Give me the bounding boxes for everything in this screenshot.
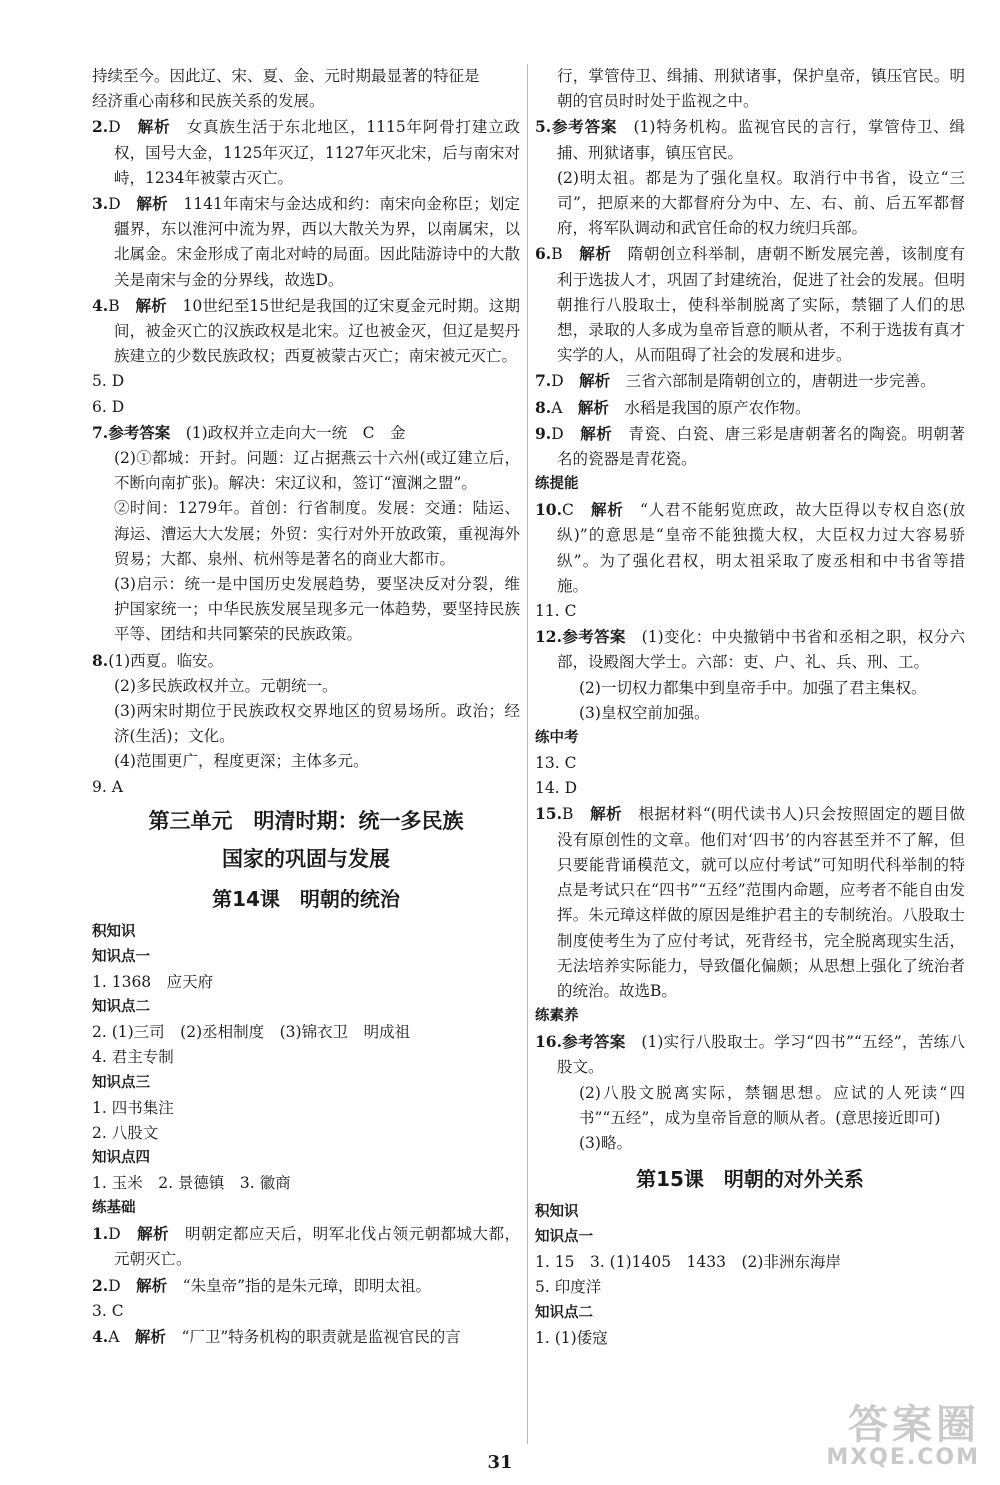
knowledge-point-3: 知识点三 bbox=[92, 1074, 150, 1091]
answer-9: 9. A bbox=[92, 777, 123, 796]
basic-answer-4: 4.A 解析 “厂卫”特务机构的职责就是监视官民的言 bbox=[92, 1326, 461, 1346]
lesson15-kp2-answer: 1. (1)倭寇 bbox=[535, 1328, 608, 1347]
answer-7-part-2-1: (2)①都城：开封。问题：辽占据燕云十六州(或辽建立后，不断向南扩张)。解决：宋辽议和，签订“澶渊之盟”。 bbox=[114, 449, 520, 493]
intro-line-2: 经济重心南移和民族关系的发展。 bbox=[92, 92, 325, 111]
exam-answer-13: 13. C bbox=[535, 754, 577, 773]
watermark-text: 答案圈 bbox=[848, 1402, 980, 1448]
literacy-answer-16: 16.参考答案 (1)实行八股取士。学习“四书”“五经”，苦练八股文。 bbox=[535, 1032, 965, 1077]
lesson15-kp1-answer-b: 5. 印度洋 bbox=[535, 1278, 602, 1297]
lesson15-knowledge-point-1: 知识点一 bbox=[535, 1229, 593, 1246]
lesson-14-title: 第14课 明朝的统治 bbox=[212, 886, 400, 911]
basic-answer-5-part-2: (2)明太祖。都是为了强化皇权。取消行中书省，设立“三司”，把原来的大都督府分为中、左、右、前、后五军都督府，将军队调动和武官任命的权力统归兵部。 bbox=[557, 168, 965, 238]
kp3-answer-a: 1. 四书集注 bbox=[92, 1098, 174, 1117]
right-column bbox=[535, 64, 965, 1351]
watermark-url: MXQE.COM bbox=[826, 1445, 980, 1470]
section-label-jizhishi-2: 积知识 bbox=[535, 1204, 579, 1221]
lesson-15-title: 第15课 明朝的对外关系 bbox=[636, 1167, 864, 1192]
answer-4: 4.B 解析 10世纪至15世纪是我国的辽宋夏金元时期。这期间，被金灭亡的汉族政权是北宋。辽也被金灭，但辽是契丹族建立的少数民族政权；西夏被蒙古灭亡；南宋被元灭亡。 bbox=[92, 295, 520, 366]
unit-title-line-2: 国家的巩固与发展 bbox=[222, 846, 390, 871]
section-label-liansuyang: 练素养 bbox=[535, 1008, 579, 1025]
answer-6: 6. D bbox=[92, 397, 125, 416]
basic-answer-7: 7.D 解析 三省六部制是隋朝创立的，唐朝进一步完善。 bbox=[535, 371, 936, 391]
lesson15-knowledge-point-2: 知识点二 bbox=[535, 1304, 593, 1321]
advanced-answer-12-part-2: (2)一切权力都集中到皇帝手中。加强了君主集权。 bbox=[579, 678, 927, 697]
advanced-answer-11: 11. C bbox=[535, 602, 577, 621]
knowledge-point-4: 知识点四 bbox=[92, 1149, 150, 1166]
left-column bbox=[92, 64, 520, 1350]
answer-7: 7.参考答案 (1)政权并立走向大一统 C 金 bbox=[92, 422, 406, 442]
column-divider bbox=[527, 64, 528, 1444]
basic-answer-6: 6.B 解析 隋朝创立科举制，唐朝不断发展完善，该制度有利于选拔人才，巩固了封建统治，促进了社会的发展。但明朝推行八股取士，使科举制脱离了实际，禁锢了人们的思想，录取的人多成为皇帝旨意的顺从者，不利于选拔有真才实学的人，从而阻碍了社会的发展和进步。 bbox=[535, 244, 965, 365]
answer-8-part-4: (4)范围更广，程度更深；主体多元。 bbox=[114, 752, 369, 771]
page-number: 31 bbox=[487, 1452, 513, 1473]
kp2-answer-b: 4. 君主专制 bbox=[92, 1048, 174, 1067]
section-label-liantineng: 练提能 bbox=[535, 476, 579, 493]
advanced-answer-12-part-3: (3)皇权空前加强。 bbox=[579, 703, 710, 722]
basic-answer-8: 8.A 解析 水稻是我国的原产农作物。 bbox=[535, 397, 811, 417]
watermark-logo bbox=[826, 1402, 980, 1470]
answer-4-continued: 行，掌管侍卫、缉捕、刑狱诸事，保护皇帝，镇压官民。明朝的官员时时处于监视之中。 bbox=[557, 67, 965, 111]
answer-8: 8.(1)西夏。临安。 bbox=[92, 650, 224, 670]
lesson15-kp1-answer-a: 1. 15 3. (1)1405 1433 (2)非洲东海岸 bbox=[535, 1253, 841, 1272]
basic-answer-5: 5.参考答案 (1)特务机构。监视官民的言行，掌管侍卫、缉捕、刑狱诸事，镇压官民。 bbox=[535, 117, 965, 162]
exam-answer-14: 14. D bbox=[535, 779, 578, 798]
intro-line-1: 持续至今。因此辽、宋、夏、金、元时期最显著的特征是 bbox=[92, 67, 480, 85]
basic-answer-3: 3. C bbox=[92, 1301, 124, 1320]
literacy-answer-16-part-3: (3)略。 bbox=[579, 1133, 632, 1152]
section-label-lianzhongkao: 练中考 bbox=[535, 730, 579, 747]
basic-answer-9: 9.D 解析 青瓷、白瓷、唐三彩是唐朝著名的陶瓷。明朝著名的瓷器是青花瓷。 bbox=[535, 423, 965, 469]
literacy-answer-16-part-2: (2)八股文脱离实际，禁锢思想。应试的人死读“四书”“五经”，成为皇帝旨意的顺从者。(意思接近即可) bbox=[579, 1083, 965, 1127]
kp1-answer: 1. 1368 应天府 bbox=[92, 972, 214, 991]
basic-answer-2: 2.D 解析 “朱皇帝”指的是朱元璋，即明太祖。 bbox=[92, 1275, 432, 1295]
exam-answer-15: 15.B 解析 根据材料“(明代读书人)只会按照固定的题目做没有原创性的文章。他们对‘四书’的内容甚至并不了解，但只要能背诵模范文，就可以应付考试”可知明代科举制的特点是考试只在“四书”“五经”范围内命题，应考者不能自由发挥。朱元璋这样做的原因是维护君主的专制统治。八股取士制度使考生为了应付考试，死背经书，完全脱离现实生活，无法培养实际能力，导致僵化偏颇；从思想上强化了统治者的统治。故选B。 bbox=[535, 804, 965, 1000]
section-label-lianjichu: 练基础 bbox=[92, 1200, 136, 1217]
answer-7-part-2-2: ②时间：1279年。首创：行省制度。发展：交通：陆运、海运、漕运大大发展；外贸：实行对外开放政策，重视海外贸易；大都、泉州、杭州等是著名的商业大都市。 bbox=[114, 499, 520, 568]
knowledge-point-1: 知识点一 bbox=[92, 948, 150, 965]
answer-3: 3.D 解析 1141年南宋与金达成和约：南宋向金称臣；划定疆界，东以淮河中流为界，西以大散关为界，以南属宋，以北属金。宋金形成了南北对峙的局面。因此陆游诗中的大散关是南宋与金的分界线，故选D。 bbox=[92, 194, 520, 289]
kp2-answer-a: 2. (1)三司 (2)丞相制度 (3)锦衣卫 明成祖 bbox=[92, 1023, 411, 1042]
answer-5: 5. D bbox=[92, 372, 125, 391]
kp3-answer-b: 2. 八股文 bbox=[92, 1123, 159, 1142]
basic-answer-1: 1.D 解析 明朝定都应天后，明军北伐占领元朝都城大都，元朝灭亡。 bbox=[92, 1224, 520, 1269]
advanced-answer-10: 10.C 解析 “人君不能躬览庶政，故大臣得以专权自恣(放纵)”的意思是“皇帝不能独揽大权，大臣权力过大容易骄纵”。为了强化君权，明太祖采取了废丞相和中书省等措施。 bbox=[535, 500, 965, 595]
section-label-jizhishi: 积知识 bbox=[92, 923, 136, 940]
answer-8-part-2: (2)多民族政权并立。元朝统一。 bbox=[114, 676, 338, 695]
unit-title-line-1: 第三单元 明清时期：统一多民族 bbox=[148, 808, 464, 833]
advanced-answer-12: 12.参考答案 (1)变化：中央撤销中书省和丞相之职，权分六部，设殿阁大学士。六部：吏、户、礼、兵、刑、工。 bbox=[535, 627, 965, 672]
knowledge-point-2: 知识点二 bbox=[92, 999, 150, 1016]
answer-2: 2.D 解析 女真族生活于东北地区，1115年阿骨打建立政权，国号大金，1125年灭辽，1127年灭北宋，后与南宋对峙，1234年被蒙古灭亡。 bbox=[92, 117, 520, 187]
answer-7-part-3: (3)启示：统一是中国历史发展趋势，要坚决反对分裂，维护国家统一；中华民族发展呈现多元一体趋势，要坚持民族平等、团结和共同繁荣的民族政策。 bbox=[114, 575, 520, 644]
answer-8-part-3: (3)两宋时期位于民族政权交界地区的贸易场所。政治；经济(生活)；文化。 bbox=[114, 702, 520, 746]
kp4-answer: 1. 玉米 2. 景德镇 3. 徽商 bbox=[92, 1173, 291, 1192]
